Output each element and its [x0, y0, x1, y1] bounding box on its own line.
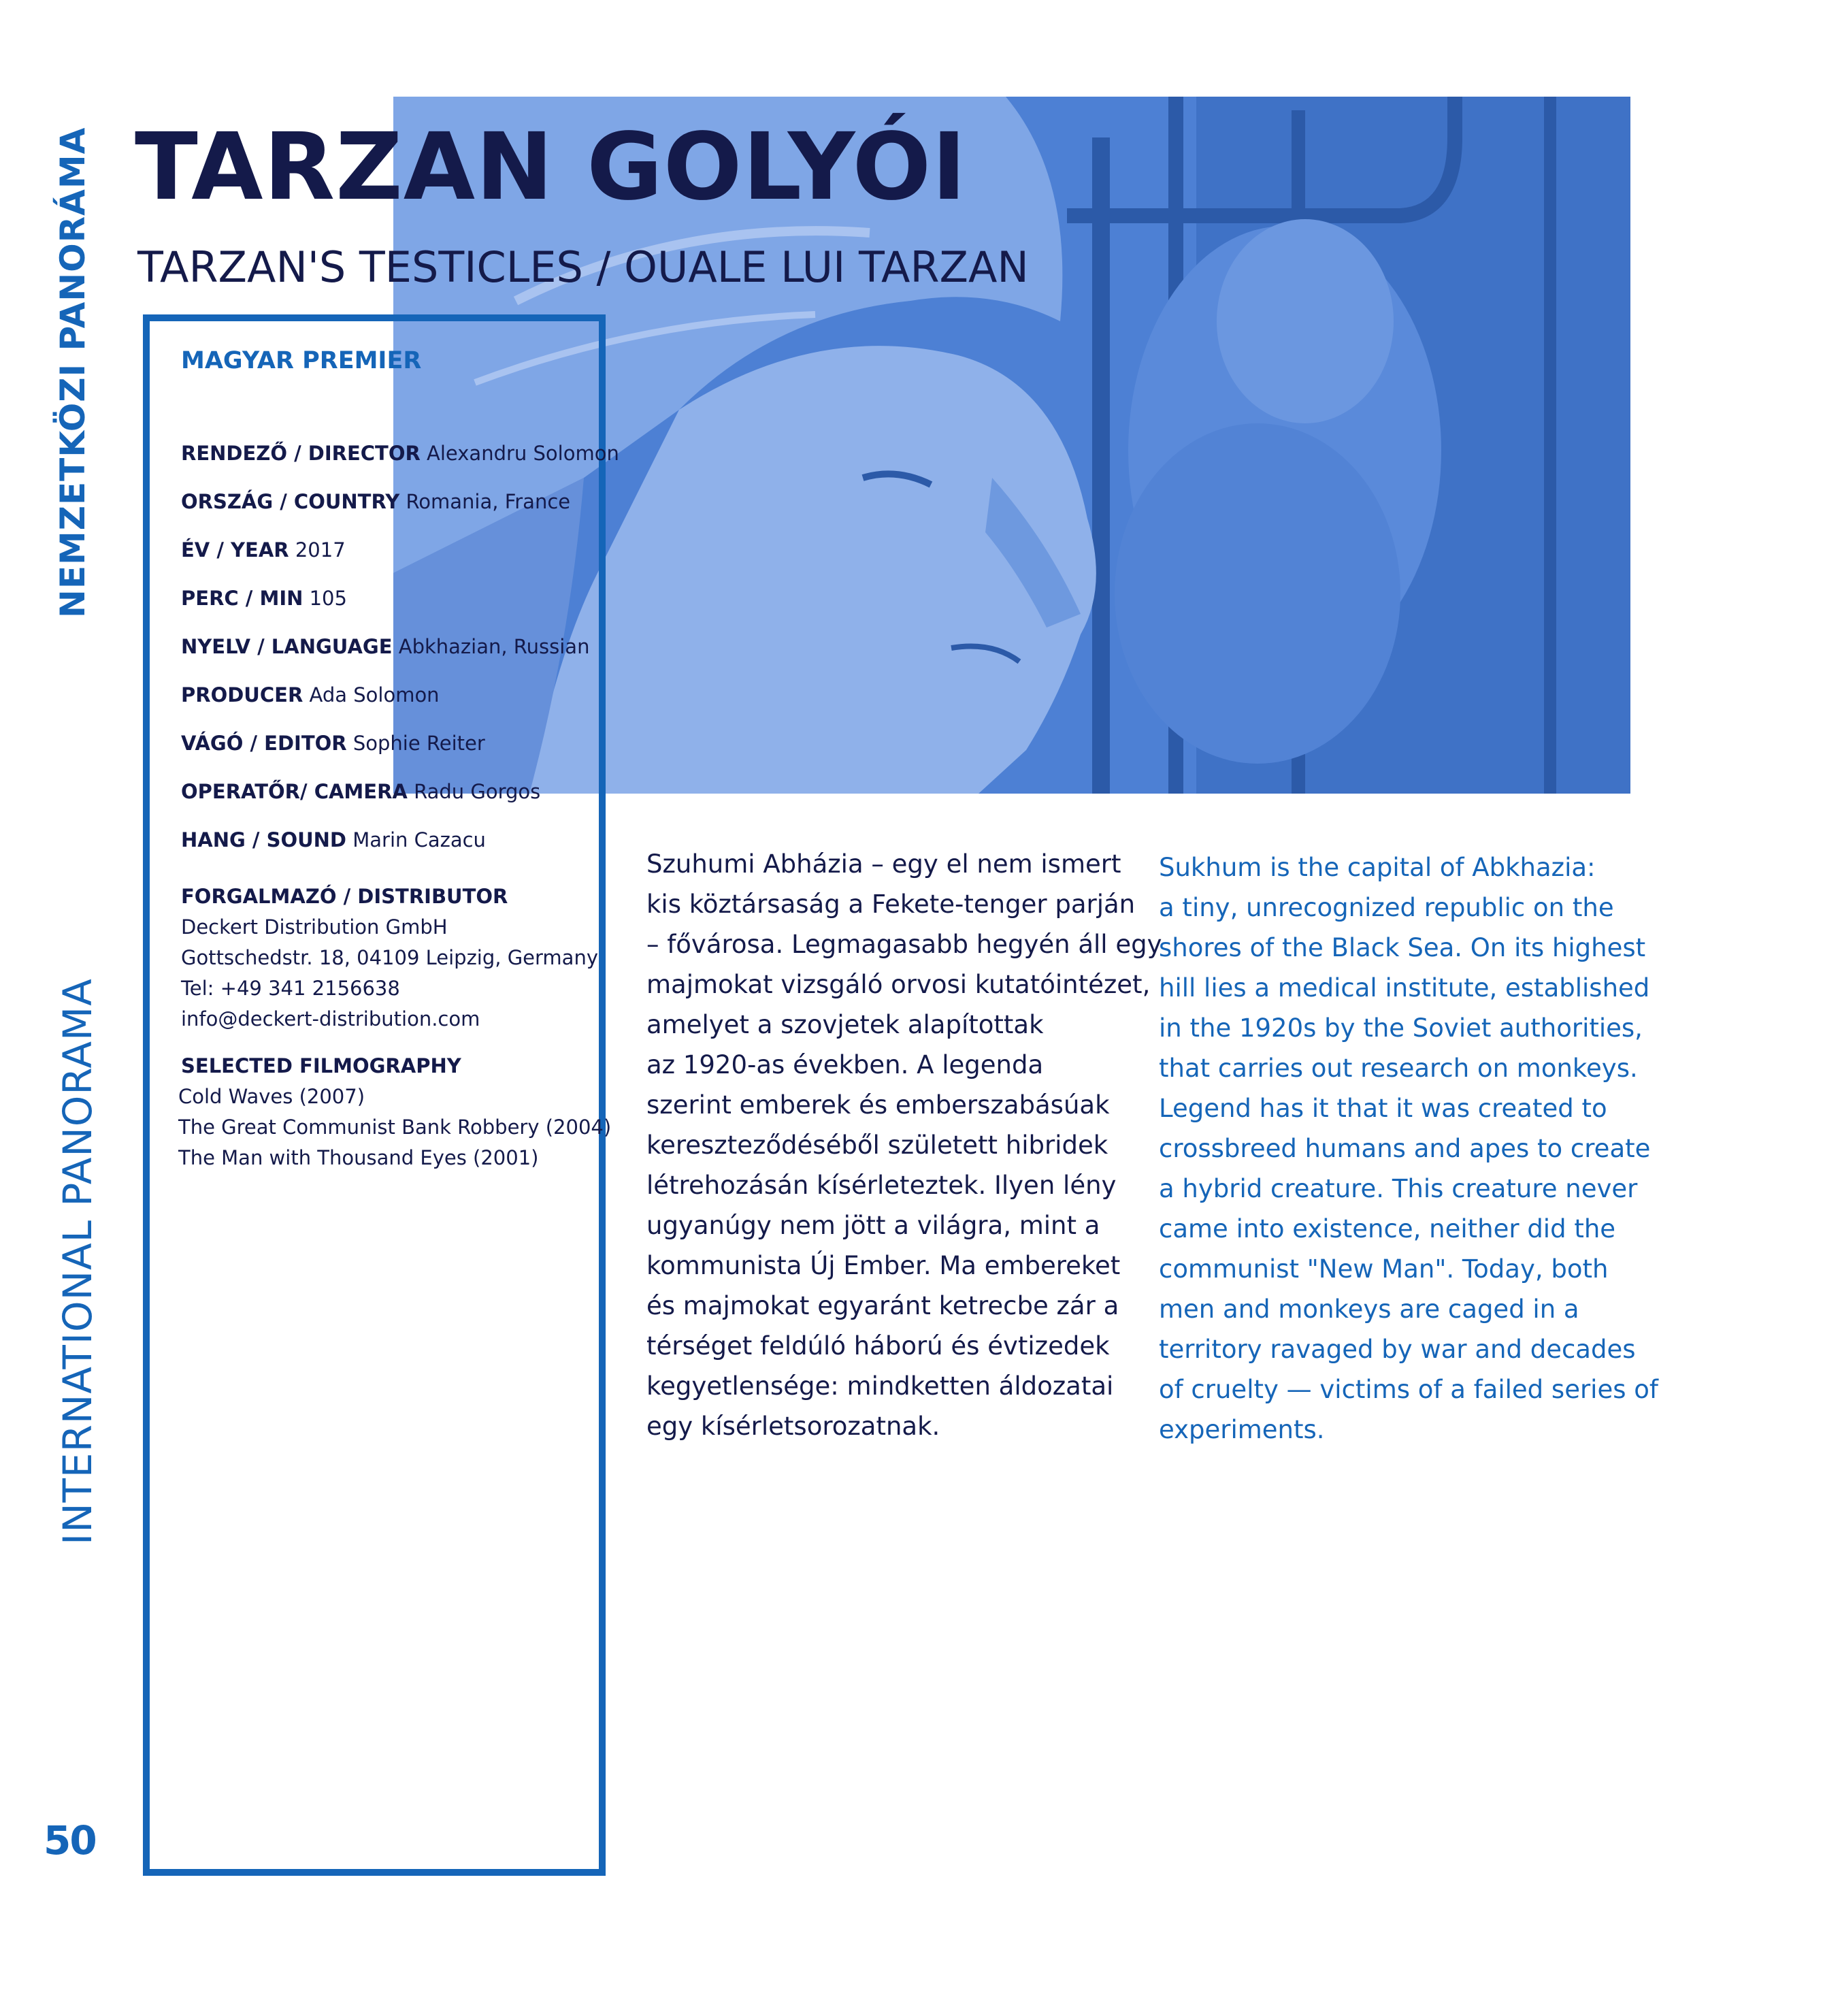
synopsis-line: majmokat vizsgáló orvosi kutatóintézet,: [646, 970, 1151, 999]
film-title-english: TARZAN'S TESTICLES / OUALE LUI TARZAN: [137, 242, 1029, 292]
synopsis-line: men and monkeys are caged in a: [1159, 1295, 1579, 1324]
synopsis-line: crossbreed humans and apes to create: [1159, 1134, 1651, 1163]
synopsis-line: amelyet a szovjetek alapítottak: [646, 1010, 1044, 1039]
distributor-block: [181, 881, 598, 1035]
synopsis-line: kereszteződéséből született hibridek: [646, 1131, 1108, 1160]
synopsis-english: [1159, 847, 1658, 1450]
credit-language: [181, 637, 603, 685]
page-number: 50: [44, 1817, 96, 1864]
credits-list: [181, 442, 619, 879]
credit-label: NYELV / LANGUAGE: [181, 635, 393, 658]
synopsis-line: a tiny, unrecognized republic on the: [1159, 893, 1614, 922]
synopsis-line: kegyetlensége: mindketten áldozatai: [646, 1371, 1114, 1401]
credit-value: 105: [309, 587, 347, 610]
distributor-name: Deckert Distribution GmbH: [181, 915, 448, 939]
credit-label: HANG / SOUND: [181, 828, 347, 851]
credit-label: ORSZÁG / COUNTRY: [181, 490, 400, 513]
synopsis-line: kommunista Új Ember. Ma embereket: [646, 1251, 1121, 1280]
synopsis-line: szerint emberek és emberszabásúak: [646, 1090, 1110, 1120]
credit-label: VÁGÓ / EDITOR: [181, 732, 347, 755]
credit-value: Alexandru Solomon: [427, 442, 619, 465]
credit-country: [181, 492, 603, 540]
distributor-email: info@deckert-distribution.com: [181, 1007, 480, 1030]
credit-value: Abkhazian, Russian: [398, 635, 590, 658]
credit-value: Radu Gorgos: [414, 780, 541, 803]
synopsis-line: kis köztársaság a Fekete-tenger parján: [646, 890, 1136, 919]
credit-value: Sophie Reiter: [352, 732, 485, 755]
synopsis-line: in the 1920s by the Soviet authorities,: [1159, 1013, 1643, 1043]
synopsis-line: that carries out research on monkeys.: [1159, 1054, 1638, 1083]
filmography-item: The Great Communist Bank Robbery (2004): [178, 1116, 612, 1139]
credit-label: RENDEZŐ / DIRECTOR: [181, 442, 421, 465]
synopsis-hungarian: [646, 844, 1162, 1446]
synopsis-line: experiments.: [1159, 1415, 1325, 1444]
filmography-item: The Man with Thousand Eyes (2001): [178, 1146, 539, 1169]
credit-editor: [181, 734, 603, 782]
distributor-phone: Tel: +49 341 2156638: [181, 977, 400, 1000]
synopsis-line: Sukhum is the capital of Abkhazia:: [1159, 853, 1596, 882]
credit-label: PERC / MIN: [181, 587, 303, 610]
credit-value: Romania, France: [406, 490, 571, 513]
credit-year: [181, 540, 603, 589]
distributor-address: Gottschedstr. 18, 04109 Leipzig, Germany: [181, 946, 598, 969]
synopsis-line: térséget feldúló háború és évtizedek: [646, 1331, 1110, 1361]
credit-value: Marin Cazacu: [352, 828, 486, 851]
credit-camera: [181, 782, 603, 830]
synopsis-line: a hybrid creature. This creature never: [1159, 1174, 1638, 1203]
credit-label: ÉV / YEAR: [181, 538, 289, 562]
filmography-item: Cold Waves (2007): [178, 1085, 365, 1108]
synopsis-line: shores of the Black Sea. On its highest: [1159, 933, 1646, 962]
synopsis-line: communist "New Man". Today, both: [1159, 1254, 1609, 1284]
credit-value: Ada Solomon: [309, 683, 440, 706]
credit-director: [181, 442, 619, 492]
credit-runtime: [181, 589, 603, 637]
filmography-block: [178, 1051, 611, 1173]
synopsis-line: és majmokat egyaránt ketrecbe zár a: [646, 1291, 1119, 1320]
synopsis-line: Legend has it that it was created to: [1159, 1094, 1607, 1123]
synopsis-line: az 1920-as években. A legenda: [646, 1050, 1044, 1079]
synopsis-line: egy kísérletsorozatnak.: [646, 1412, 940, 1441]
synopsis-line: of cruelty — victims of a failed series of: [1159, 1375, 1658, 1404]
synopsis-line: came into existence, neither did the: [1159, 1214, 1616, 1243]
distributor-label: FORGALMAZÓ / DISTRIBUTOR: [181, 885, 508, 908]
synopsis-line: Szuhumi Abházia – egy el nem ismert: [646, 849, 1121, 879]
premier-label: MAGYAR PREMIER: [181, 347, 422, 374]
synopsis-line: ugyanúgy nem jött a világra, mint a: [646, 1211, 1100, 1240]
section-label-hu: NEMZETKÖZI PANORÁMA: [53, 127, 93, 618]
credit-value: 2017: [295, 538, 346, 562]
synopsis-line: létrehozásán kísérleteztek. Ilyen lény: [646, 1171, 1117, 1200]
section-label-en: INTERNATIONAL PANORAMA: [54, 978, 101, 1545]
filmography-label: SELECTED FILMOGRAPHY: [181, 1054, 461, 1077]
credit-label: OPERATŐR/ CAMERA: [181, 780, 408, 803]
credit-sound: [181, 830, 603, 879]
credit-label: PRODUCER: [181, 683, 303, 706]
synopsis-line: hill lies a medical institute, established: [1159, 973, 1650, 1003]
synopsis-line: territory ravaged by war and decades: [1159, 1335, 1636, 1364]
synopsis-line: – fővárosa. Legmagasabb hegyén áll egy: [646, 930, 1162, 959]
film-title-hungarian: TARZAN GOLYÓI: [135, 114, 967, 221]
credit-producer: [181, 685, 603, 734]
